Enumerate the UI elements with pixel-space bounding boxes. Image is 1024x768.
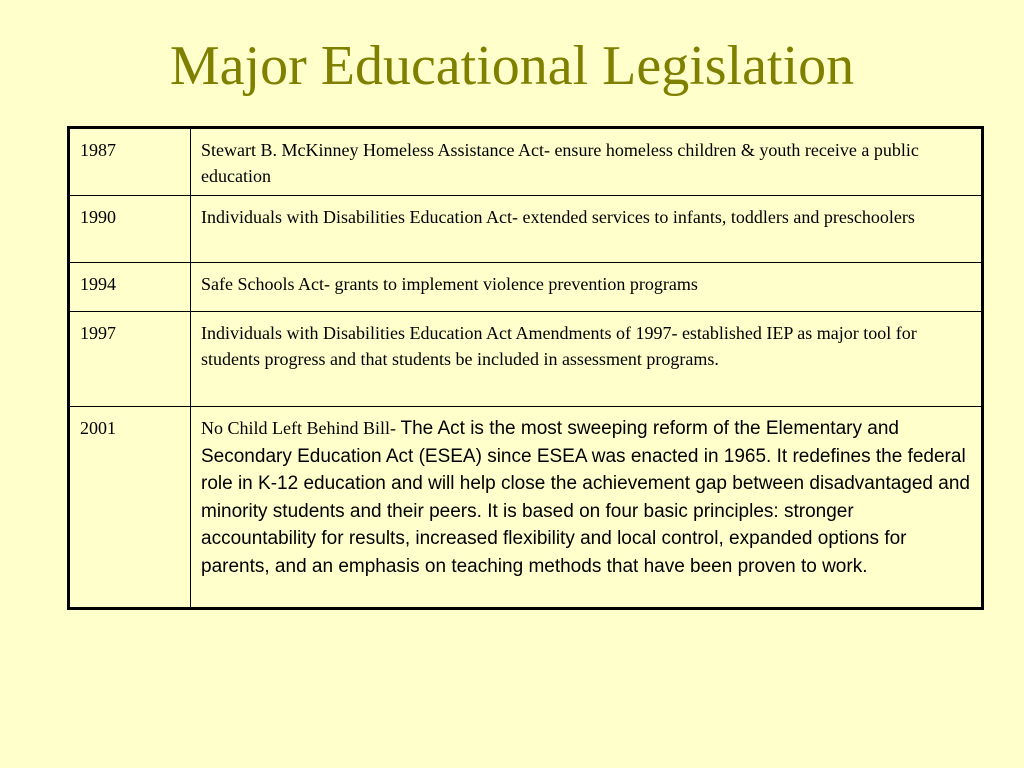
table-row [69,128,983,196]
description-cell [191,407,983,609]
description-cell: Stewart B. McKinney Homeless Assistance Act- ensure homeless children & youth receive a public education [191,128,983,196]
slide-title: Major Educational Legislation [169,35,855,97]
year-cell: 2001 [69,407,191,609]
description-cell: Safe Schools Act- grants to implement violence prevention programs [191,263,983,312]
legislation-table [67,126,984,610]
description-cell: Individuals with Disabilities Education Act Amendments of 1997- established IEP as major tool for students progress and that students be included in assessment programs. [191,312,983,407]
description-lead: No Child Left Behind Bill- [201,418,401,438]
table-row [69,407,983,609]
table-row [69,196,983,263]
year-cell: 1994 [69,263,191,312]
table-row [69,312,983,407]
table-row [69,263,983,312]
description-body: The Act is the most sweeping reform of the Elementary and Secondary Education Act (ESEA) since ESEA was enacted in 1965. It redefines the federal role in K-12 education and will help close the achievement gap between disadvantaged and minority students and their peers. It is based on four basic principles: stronger accountability for results, increased flexibility and local control, expanded options for parents, and an emphasis on teaching methods that have been proven to work. [201,418,970,577]
year-cell: 1990 [69,196,191,263]
year-cell: 1987 [69,128,191,196]
year-cell: 1997 [69,312,191,407]
description-cell: Individuals with Disabilities Education Act- extended services to infants, toddlers and preschoolers [191,196,983,263]
